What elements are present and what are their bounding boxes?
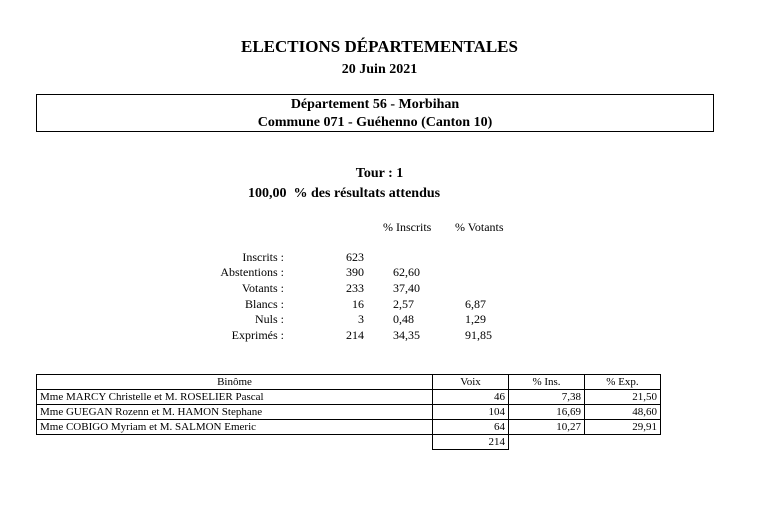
stat-pct-votants: 6,87 — [465, 297, 486, 311]
pct-ins-cell: 10,27 — [509, 420, 585, 435]
table-row — [37, 405, 661, 420]
pct-exp-cell: 29,91 — [585, 420, 661, 435]
table-row — [37, 420, 661, 435]
tour-label: Tour : 1 — [355, 166, 404, 181]
stat-value: 233 — [346, 281, 364, 295]
results-table — [36, 374, 661, 450]
departement-label: Département 56 - Morbihan — [290, 97, 460, 112]
stat-pct-inscrits: 34,35 — [393, 328, 420, 342]
stat-label: Inscrits : — [242, 250, 284, 264]
binome-cell: Mme COBIGO Myriam et M. SALMON Emeric — [37, 420, 433, 435]
stat-value: 390 — [346, 265, 364, 279]
pct-ins-cell: 16,69 — [509, 405, 585, 420]
stat-value: 214 — [346, 328, 364, 342]
location-header — [36, 94, 714, 132]
pct-exp-header: % Exp. — [585, 375, 661, 390]
stat-pct-inscrits: 2,57 — [393, 297, 414, 311]
election-date: 20 Juin 2021 — [341, 62, 418, 77]
voix-total: 214 — [433, 435, 509, 450]
pct-exp-cell: 48,60 — [585, 405, 661, 420]
pct-exp-cell: 21,50 — [585, 390, 661, 405]
voix-cell: 104 — [433, 405, 509, 420]
stat-value: 3 — [358, 312, 364, 326]
stat-pct-votants: 91,85 — [465, 328, 492, 342]
stat-label: Blancs : — [245, 297, 284, 311]
stat-label: Nuls : — [254, 312, 284, 326]
binome-header: Binôme — [37, 375, 433, 390]
progress-label: 100,00 % des résultats attendus — [248, 186, 441, 201]
binome-cell: Mme MARCY Christelle et M. ROSELIER Pascal — [37, 390, 433, 405]
stat-value: 623 — [346, 250, 364, 264]
stat-pct-inscrits: 37,40 — [393, 281, 420, 295]
pct-inscrits-header: % Inscrits — [383, 220, 432, 234]
pct-ins-cell: 7,38 — [509, 390, 585, 405]
results-header-row — [37, 375, 661, 390]
voix-cell: 64 — [433, 420, 509, 435]
page-title: ELECTIONS DÉPARTEMENTALES — [241, 37, 518, 56]
stat-label: Votants : — [241, 281, 284, 295]
stat-pct-votants: 1,29 — [465, 312, 486, 326]
stat-label: Abstentions : — [220, 265, 284, 279]
stat-pct-inscrits: 0,48 — [393, 312, 414, 326]
voix-cell: 46 — [433, 390, 509, 405]
table-row — [37, 390, 661, 405]
commune-label: Commune 071 - Guéhenno (Canton 10) — [257, 115, 493, 130]
stat-pct-inscrits: 62,60 — [393, 265, 420, 279]
pct-ins-header: % Ins. — [509, 375, 585, 390]
stat-value: 16 — [352, 297, 364, 311]
voix-header: Voix — [433, 375, 509, 390]
stat-label: Exprimés : — [231, 328, 284, 342]
pct-votants-header: % Votants — [455, 220, 504, 234]
total-row — [37, 435, 661, 450]
binome-cell: Mme GUEGAN Rozenn et M. HAMON Stephane — [37, 405, 433, 420]
